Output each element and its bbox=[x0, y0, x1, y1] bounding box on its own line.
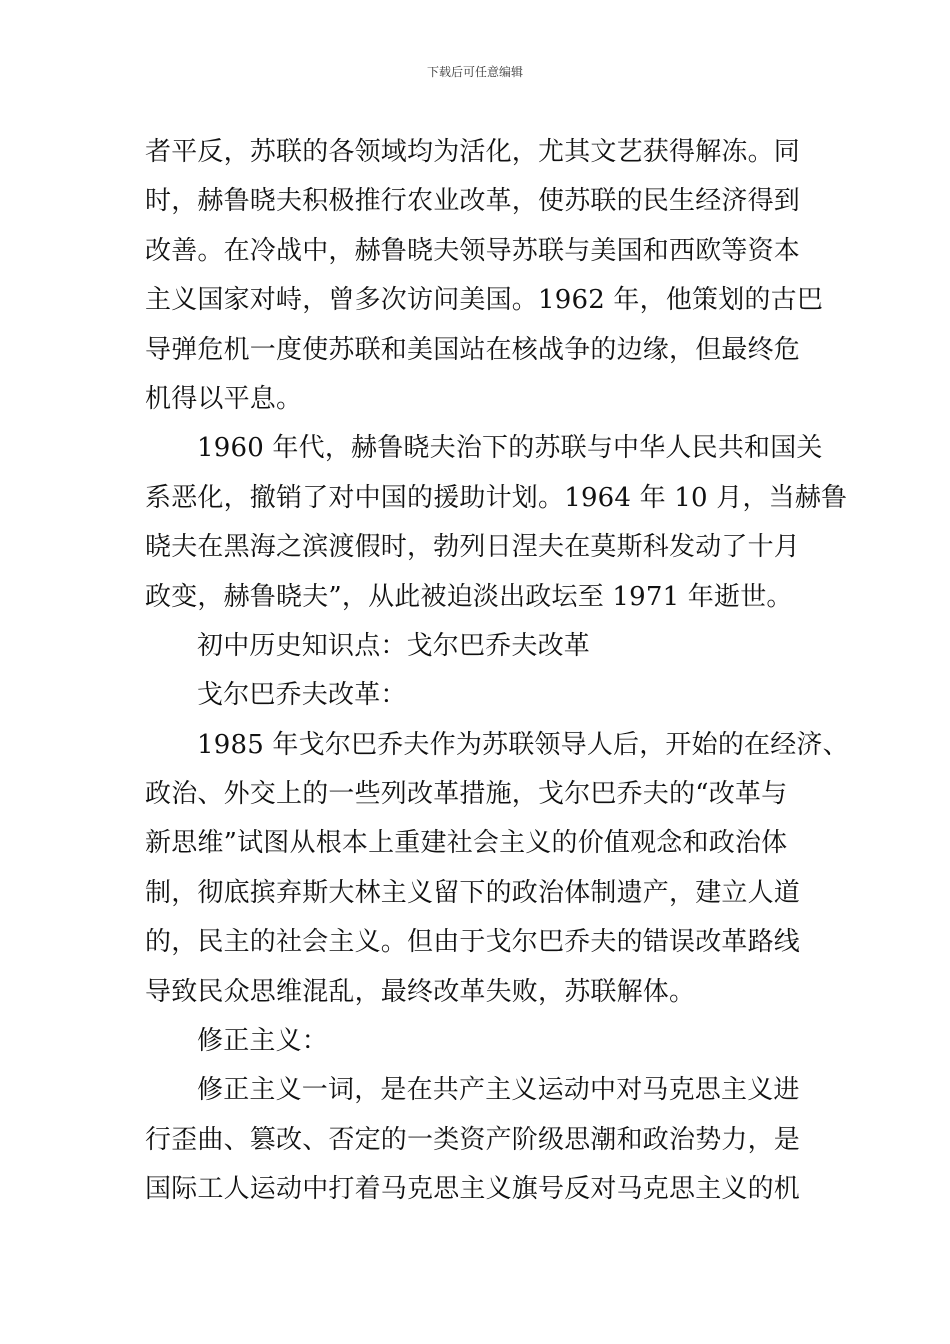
text-line: 政变，赫鲁晓夫”，从此被迫淡出政坛至 1971 年逝世。 bbox=[145, 581, 793, 612]
text-line: 戈尔巴乔夫改革： bbox=[197, 680, 407, 711]
text-line: 主义国家对峙，曾多次访问美国。1962 年，他策划的古巴 bbox=[145, 285, 824, 316]
text-line: 者平反，苏联的各领域均为活化，尤其文艺获得解冻。同 bbox=[145, 137, 801, 167]
text-line: 系恶化，撤销了对中国的援助计划。1964 年 10 月，当赫鲁 bbox=[145, 482, 848, 513]
text-line: 政治、外交上的一些列改革措施，戈尔巴乔夫的“改革与 bbox=[145, 779, 788, 810]
text-line: 新思维”试图从根本上重建社会主义的价值观念和政治体 bbox=[145, 828, 788, 859]
document-body bbox=[145, 128, 849, 1215]
text-line: 时，赫鲁晓夫积极推行农业改革，使苏联的民生经济得到 bbox=[145, 186, 801, 217]
text-line: 初中历史知识点：戈尔巴乔夫改革 bbox=[197, 630, 591, 661]
text-line: 导弹危机一度使苏联和美国站在核战争的边缘，但最终危 bbox=[145, 334, 801, 365]
text-line: 行歪曲、篡改、否定的一类资产阶级思潮和政治势力，是 bbox=[145, 1124, 801, 1155]
text-line: 的，民主的社会主义。但由于戈尔巴乔夫的错误改革路线 bbox=[145, 927, 801, 958]
text-line: 晓夫在黑海之滨渡假时，勃列日涅夫在莫斯科发动了十月 bbox=[145, 532, 801, 563]
text-line: 修正主义一词，是在共产主义运动中对马克思主义进 bbox=[197, 1075, 800, 1106]
text-line: 国际工人运动中打着马克思主义旗号反对马克思主义的机 bbox=[145, 1174, 801, 1205]
text-line: 导致民众思维混乱，最终改革失败，苏联解体。 bbox=[145, 976, 696, 1007]
text-line: 修正主义： bbox=[197, 1026, 329, 1057]
text-line: 制，彻底摈弃斯大林主义留下的政治体制遗产，建立人道 bbox=[145, 877, 801, 908]
text-line: 机得以平息。 bbox=[145, 383, 303, 414]
text-line: 1985 年戈尔巴乔夫作为苏联领导人后，开始的在经济、 bbox=[197, 729, 849, 760]
text-line: 1960 年代，赫鲁晓夫治下的苏联与中华人民共和国关 bbox=[197, 433, 823, 464]
page-header-note: 下载后可任意编辑 bbox=[426, 65, 523, 79]
text-line: 改善。在冷战中，赫鲁晓夫领导苏联与美国和西欧等资本 bbox=[145, 235, 801, 266]
